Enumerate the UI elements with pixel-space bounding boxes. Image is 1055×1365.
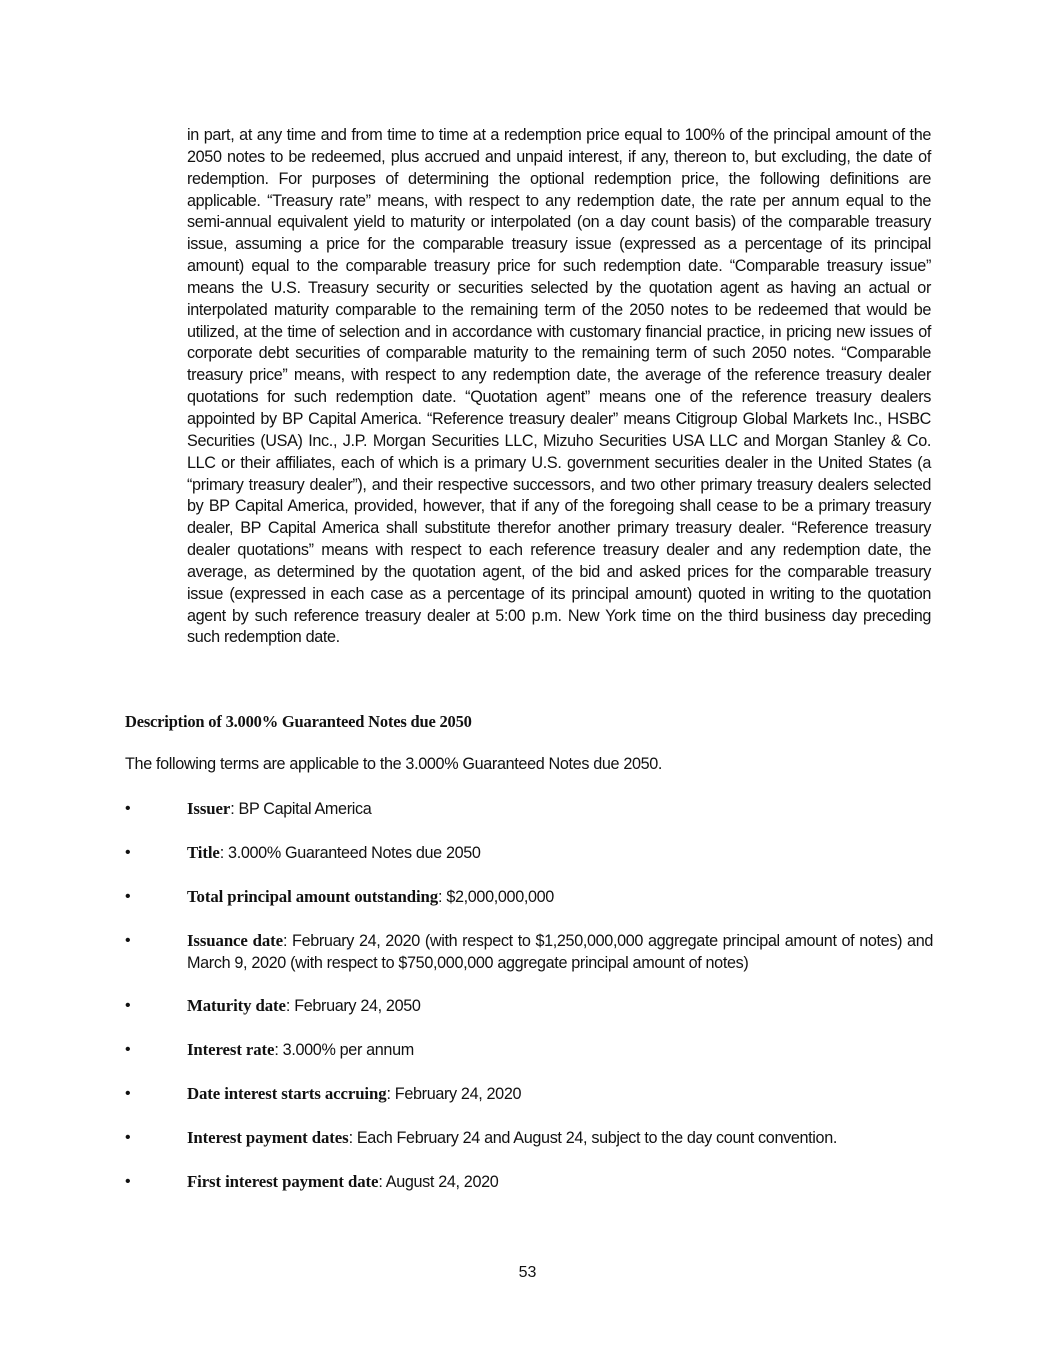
term-value: : August 24, 2020 xyxy=(378,1173,499,1191)
bullet-icon: • xyxy=(125,1173,131,1190)
term-value: : February 24, 2020 (with respect to $1,250,000,000 aggregate principal amount of notes) and March 9, 2020 (with respect to $750,000,000 aggregate principal amount of notes) xyxy=(187,932,933,972)
page-number: 53 xyxy=(518,1264,537,1281)
term-value: : $2,000,000,000 xyxy=(438,888,554,906)
bullet-icon: • xyxy=(125,1085,131,1102)
term-label: First interest payment date xyxy=(187,1172,379,1191)
term-value: : Each February 24 and August 24, subject to the day count convention. xyxy=(348,1129,838,1147)
bullet-icon: • xyxy=(125,1129,131,1146)
term-label: Issuer xyxy=(187,799,231,818)
term-value: : 3.000% per annum xyxy=(274,1041,414,1059)
bullet-icon: • xyxy=(125,844,131,861)
redemption-definitions-paragraph: in part, at any time and from time to time at a redemption price equal to 100% of the principal amount of the 2050 notes to be redeemed, plus accrued and unpaid interest, if any, thereon to, but excluding, the date of redemption. For purposes of determining the optional redemption price, the following definitions are applicable. “Treasury rate” means, with respect to any redemption date, the rate per annum equal to the semi-annual equivalent yield to maturity or interpolated (on a day count basis) of the comparable treasury issue, assuming a price for the comparable treasury issue (expressed as a percentage of its principal amount) equal to the comparable treasury price for such redemption date. “Comparable treasury issue” means the U.S. Treasury security or securities selected by the quotation agent as having an actual or interpolated maturity comparable to the remaining term of the 2050 notes to be redeemed that would be utilized, at the time of selection and in accordance with customary financial practice, in pricing new issues of corporate debt securities of comparable maturity to the remaining term of such 2050 notes. “Comparable treasury price” means, with respect to any redemption date, the average of the reference treasury dealer quotations for such redemption date. “Quotation agent” means one of the reference treasury dealers appointed by BP Capital America. “Reference treasury dealer” means Citigroup Global Markets Inc., HSBC Securities (USA) Inc., J.P. Morgan Securities LLC, Mizuho Securities USA LLC and Morgan Stanley & Co. LLC or their affiliates, each of which is a primary U.S. government securities dealer in the United States (a “primary treasury dealer”), and their respective successors, and two other primary treasury dealers selected by BP Capital America, provided, however, that if any of the foregoing shall cease to be a primary treasury dealer, BP Capital America shall substitute therefor another primary treasury dealer. “Reference treasury dealer quotations” means with respect to each reference treasury dealer and any redemption date, the average, as determined by the quotation agent, of the bid and asked prices for the comparable treasury issue (expressed in each case as a percentage of its principal amount) quoted in writing to the quotation agent by such reference treasury dealer at 5:00 p.m. New York time on the third business day preceding such redemption date. xyxy=(187,126,931,647)
term-value: : BP Capital America xyxy=(230,800,372,818)
bullet-icon: • xyxy=(125,997,131,1014)
section-heading: Description of 3.000% Guaranteed Notes due 2050 xyxy=(125,712,472,731)
term-label: Title xyxy=(187,843,220,862)
bullet-icon: • xyxy=(125,800,131,817)
term-label: Total principal amount outstanding xyxy=(187,887,439,906)
term-label: Interest rate xyxy=(187,1040,275,1059)
term-label: Maturity date xyxy=(187,996,286,1015)
bullet-icon: • xyxy=(125,1041,131,1058)
term-label: Interest payment dates xyxy=(187,1128,349,1147)
term-value: : February 24, 2050 xyxy=(285,997,421,1015)
term-label: Issuance date xyxy=(187,931,283,950)
term-label: Date interest starts accruing xyxy=(187,1084,387,1103)
intro-sentence: The following terms are applicable to the 3.000% Guaranteed Notes due 2050. xyxy=(125,755,663,773)
bullet-icon: • xyxy=(125,932,131,949)
bullet-icon: • xyxy=(125,888,131,905)
term-value: : 3.000% Guaranteed Notes due 2050 xyxy=(219,844,481,862)
term-value: : February 24, 2020 xyxy=(386,1085,522,1103)
